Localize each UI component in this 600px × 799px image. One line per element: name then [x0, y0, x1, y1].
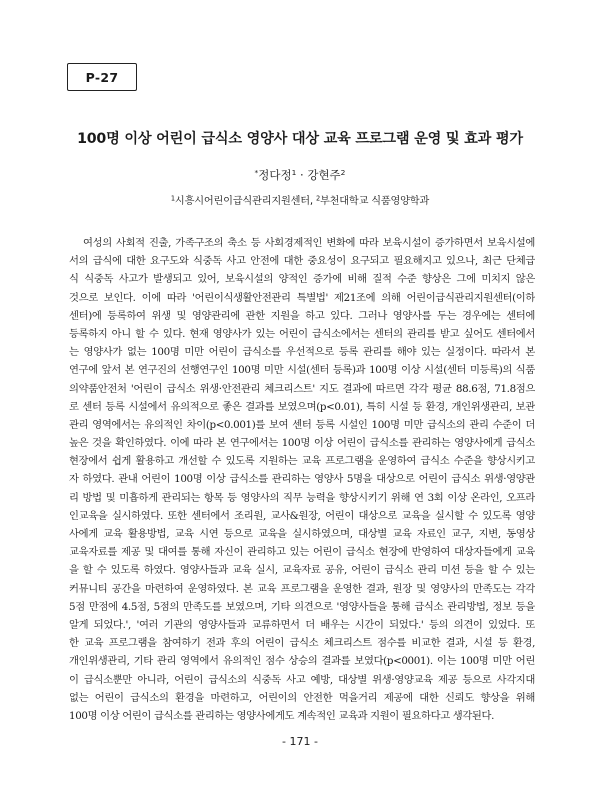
- abstract-line: 없는 어린이 급식소의 환경을 마련하고, 어린이의 안전한 먹을거리 제공에 대한 신뢰도 향상을 위해: [69, 691, 535, 704]
- abstract-line: 의약품안전처 '어린이 급식소 위생·안전관리 체크리스트' 지도 결과에 따르면 각각 평균 88.6점, 71.8점으: [69, 382, 535, 395]
- abstract-line: 관리 영역에서는 유의적인 차이(p<0.001)를 보여 센터 등록 시설인 100명 미만 급식소의 관리 수준이 더: [69, 418, 535, 431]
- abstract-line: 알게 되었다.', '여러 기관의 영양사들과 교류하면서 더 배우는 시간이 되었다.' 등의 의견이 있었다. 또: [69, 618, 535, 631]
- abstract-line: 교육자료를 제공 및 대여를 통해 자신이 관리하고 있는 어린이 급식소 현장에 반영하여 대상자들에게 교육: [69, 546, 535, 559]
- abstract-line: 커뮤니티 공간을 마련하여 운영하였다. 본 교육 프로그램을 운영한 결과, 원장 및 영양사의 만족도는 각각: [69, 582, 535, 595]
- abstract-line: 인교육을 실시하였다. 또한 센터에서 조리원, 교사&원장, 어린이 대상으로 교육을 실시할 수 있도록 영양: [69, 509, 535, 522]
- abstract-line: 센터)에 등록하여 위생 및 영양관리에 관한 지원을 하고 있다. 그러나 영양사를 두는 경우에는 센터에: [69, 309, 535, 322]
- author-2: 강현주: [307, 168, 341, 182]
- abstract-line: 식 식중독 사고가 발생되고 있어, 보육시설의 양적인 증가에 비해 질적 수준 향상은 그에 미치지 않은: [69, 273, 535, 286]
- abstract-line: 개인위생관리, 기타 관리 영역에서 유의적인 점수 상승의 결과를 보였다(p<0001). 이는 100명 미만 어린: [69, 655, 535, 668]
- abstract-line: 는 영양사가 없는 100명 미만 어린이 급식소를 우선적으로 등록 관리를 해야 있는 실정이다. 따라서 본: [69, 346, 535, 359]
- abstract-line: 을 할 수 있도록 하였다. 영양사들과 교육 실시, 교육자료 공유, 어린이 급식소 관리 미션 등을 할 수 있는: [69, 564, 535, 577]
- poster-code-box: [67, 63, 137, 91]
- abstract-line: 연구에 앞서 본 연구진의 선행연구인 100명 미만 시설(센터 등록)과 100명 이상 시설(센터 미등록)의 식품: [69, 364, 535, 377]
- abstract-line: 것으로 보인다. 이에 따라 '어린이식생활안전관리 특별법' 제21조에 의해 어린이급식관리지원센터(이하: [69, 291, 535, 304]
- abstract-line: 서의 급식에 대한 요구도와 식중독 사고 안전에 대한 중요성이 요구되고 필요해지고 있으나, 최근 단체급: [69, 255, 535, 268]
- author-1-affil: 1: [291, 167, 297, 177]
- affil-2-mark: 2: [315, 194, 320, 203]
- abstract-line: 여성의 사회적 진출, 가족구조의 축소 등 사회경제적인 변화에 따라 보육시설이 증가하면서 보육시설에: [83, 237, 535, 249]
- abstract-line: 높은 것을 확인하였다. 이에 따라 본 연구에서는 100명 이상 어린이 급식소를 관리하는 영양사에게 급식소: [69, 437, 535, 450]
- abstract-line: 5점 만점에 4.5점, 5점의 만족도를 보였으며, 기타 의견으로 '영양사들을 통해 급식소 관리방법, 정보 등을: [69, 600, 535, 613]
- abstract-line: 리 방법 및 미흡하게 관리되는 항목 등 영양사의 직무 능력을 향상시키기 위해 연 3회 이상 온라인, 오프라: [69, 491, 535, 504]
- abstract-line: 한 교육 프로그램을 참여하기 전과 후의 어린이 급식소 체크리스트 점수를 비교한 결과, 시설 등 환경,: [69, 637, 535, 650]
- abstract-line: 로 센터 등록 시설에서 유의적으로 좋은 결과를 보였으며(p<0.01), 특히 시설 등 환경, 개인위생관리, 보관: [69, 400, 535, 413]
- author-separator: ·: [296, 168, 308, 182]
- abstract-line: 현장에서 쉽게 활용하고 개선할 수 있도록 지원하는 교육 프로그램을 운영하여 급식소 수준을 향상시키고: [69, 455, 535, 468]
- abstract-line: 자 하였다. 관내 어린이 100명 이상 급식소를 관리하는 영양사 5명을 대상으로 어린이 급식소 위생·영양관: [69, 473, 535, 486]
- page-number: - 171 -: [282, 735, 318, 748]
- paper-title: 100명 이상 어린이 급식소 영양사 대상 교육 프로그램 운영 및 효과 평가: [77, 131, 523, 147]
- affil-1-mark: 1: [170, 194, 175, 203]
- poster-code: P-27: [85, 69, 119, 85]
- abstract-line: 이 급식소뿐만 아니라, 어린이 급식소의 식중독 사고 예방, 대상별 위생·영양교육 제공 등으로 사각지대: [69, 673, 535, 686]
- abstract-line: 등록하지 아니 할 수 있다. 현재 영양사가 있는 어린이 급식소에서는 센터의 관리를 받고 싶어도 센터에서: [69, 327, 535, 340]
- corresponding-mark: *: [254, 167, 259, 177]
- abstract-body: [69, 234, 535, 725]
- affiliation-line: [0, 192, 600, 207]
- author-2-affil: 2: [340, 167, 346, 177]
- abstract-line: 사에게 교육 활용방법, 교육 시연 등으로 교육을 실시하였으며, 대상별 교육 자료인 교구, 지변, 동영상: [69, 528, 535, 540]
- author-line: [0, 167, 600, 183]
- affil-2: 부천대학교 식품영양학과: [320, 196, 430, 207]
- author-1: 정다정: [258, 168, 292, 182]
- affil-1: 시흥시어린이급식관리지원센터,: [174, 196, 316, 207]
- abstract-line: 100명 이상 어린이 급식소를 관리하는 영양사에게도 계속적인 교육과 지원이 필요하다고 생각된다.: [69, 709, 495, 722]
